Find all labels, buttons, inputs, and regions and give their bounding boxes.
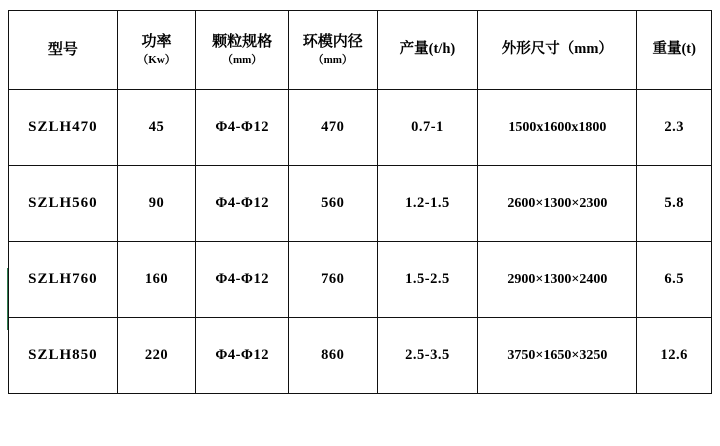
header-power [117, 11, 196, 90]
cell-pellet-spec: Φ4-Φ12 [196, 242, 289, 318]
cell-model: SZLH760 [9, 242, 118, 318]
cell-model: SZLH850 [9, 318, 118, 394]
cell-weight: 2.3 [637, 90, 712, 166]
cell-power: 90 [117, 166, 196, 242]
header-die-inner-diameter [288, 11, 377, 90]
cell-capacity: 1.2-1.5 [377, 166, 478, 242]
cell-die-inner-diameter: 760 [288, 242, 377, 318]
header-power-label: 功率 [141, 34, 172, 51]
cell-weight: 12.6 [637, 318, 712, 394]
header-pellet-spec-unit: （mm） [221, 53, 263, 66]
cell-power: 220 [117, 318, 196, 394]
cell-power: 45 [117, 90, 196, 166]
table-body [9, 90, 712, 394]
header-model [9, 11, 118, 90]
table-row [9, 318, 712, 394]
cell-power: 160 [117, 242, 196, 318]
table-header [9, 11, 712, 90]
header-die-inner-diameter-unit: （mm） [312, 53, 353, 66]
header-model-label: 型号 [47, 41, 78, 58]
header-capacity [377, 11, 478, 90]
header-weight [637, 11, 712, 90]
cell-weight: 5.8 [637, 166, 712, 242]
header-dimensions [478, 11, 637, 90]
specification-table [8, 10, 712, 394]
cell-weight: 6.5 [637, 242, 712, 318]
cell-die-inner-diameter: 860 [288, 318, 377, 394]
cell-capacity: 0.7-1 [377, 90, 478, 166]
cell-model: SZLH470 [9, 90, 118, 166]
cell-die-inner-diameter: 560 [288, 166, 377, 242]
cell-die-inner-diameter: 470 [288, 90, 377, 166]
header-power-unit: （Kw） [137, 53, 176, 66]
cell-model: SZLH560 [9, 166, 118, 242]
header-dimensions-label: 外形尺寸（mm） [501, 41, 613, 58]
header-row [9, 11, 712, 90]
table-row [9, 90, 712, 166]
cell-pellet-spec: Φ4-Φ12 [196, 318, 289, 394]
cell-dimensions: 2600×1300×2300 [478, 166, 637, 242]
table-row [9, 242, 712, 318]
cell-capacity: 1.5-2.5 [377, 242, 478, 318]
header-die-inner-diameter-label: 环模内径 [302, 34, 363, 51]
cell-capacity: 2.5-3.5 [377, 318, 478, 394]
header-capacity-label: 产量(t/h) [399, 41, 456, 58]
table-row [9, 166, 712, 242]
header-weight-label: 重量(t) [652, 41, 696, 58]
header-pellet-spec [196, 11, 289, 90]
cell-dimensions: 2900×1300×2400 [478, 242, 637, 318]
cell-pellet-spec: Φ4-Φ12 [196, 166, 289, 242]
cell-dimensions: 1500x1600x1800 [478, 90, 637, 166]
cell-dimensions: 3750×1650×3250 [478, 318, 637, 394]
header-pellet-spec-label: 颗粒规格 [212, 34, 273, 51]
cell-pellet-spec: Φ4-Φ12 [196, 90, 289, 166]
